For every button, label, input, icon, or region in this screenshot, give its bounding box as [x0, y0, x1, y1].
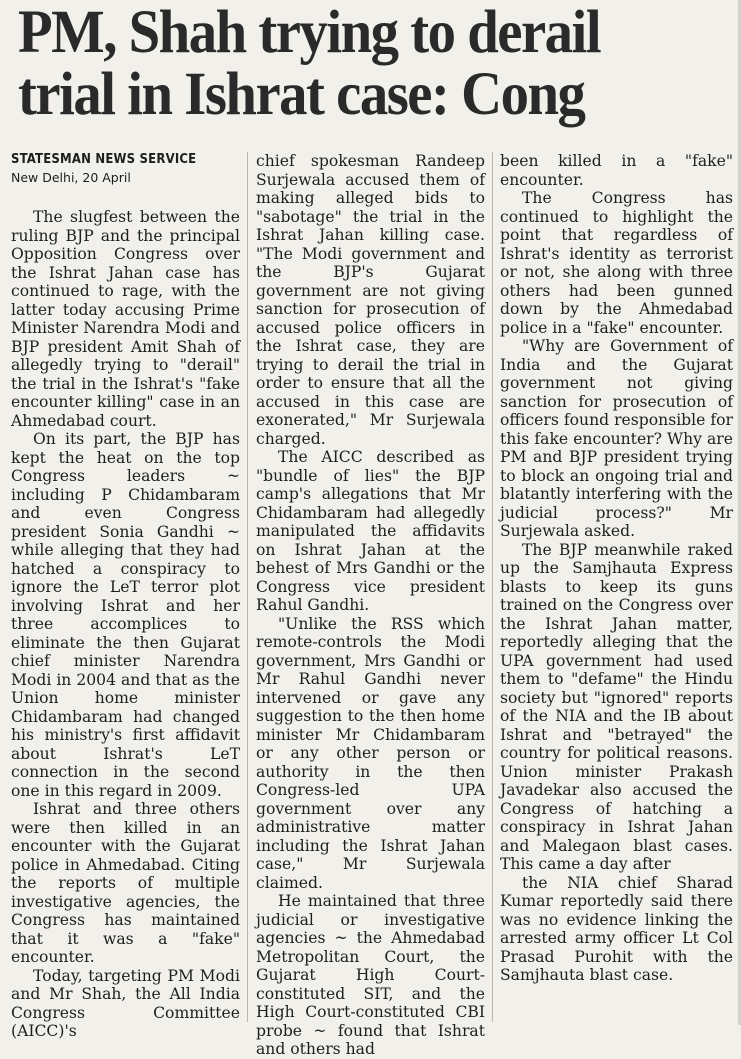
article-column-1	[11, 152, 240, 1041]
headline-line-1: PM, Shah trying to derail	[18, 0, 601, 66]
article-column-2	[256, 152, 485, 1059]
paragraph-continued: been killed in a "fake" encounter.	[500, 152, 733, 189]
paragraph-continued: chief spokesman Randeep Surjewala accused them of making alleged bids to "sabotage" the trial in the Ishrat Jahan killing case. "The Modi government and the BJP's Gujarat government are not giving sanction for prosecution of accused police officers in the Ishrat case, they are trying to derail the trial in order to ensure that all the accused in this case are exonerated," Mr Surjewala charged.	[256, 152, 485, 448]
headline-line-2: trial in Ishrat case: Cong	[18, 61, 585, 128]
column-divider	[492, 152, 493, 1022]
headline	[18, 2, 680, 126]
article-column-3	[500, 152, 733, 985]
paragraph: "Why are Government of India and the Gujarat government not giving sanction for prosecution of officers found responsible for this fake encounter? Why are PM and BJP president trying to block an ongoing trial and blatantly interfering with the judicial process?" Mr Surjewala asked.	[500, 337, 733, 540]
paragraph: The AICC described as "bundle of lies" the BJP camp's allegations that Mr Chidambaram had allegedly manipulated the affidavits on Ishrat Jahan at the behest of Mrs Gandhi or the Congress vice president Rahul Gandhi.	[256, 448, 485, 614]
column-divider	[247, 152, 248, 1022]
paragraph: He maintained that three judicial or investigative agencies ~ the Ahmedabad Metropolitan Court, the Gujarat High Court-constituted SIT, and the High Court-constituted CBI probe ~ found that Ishrat and others had	[256, 892, 485, 1058]
paragraph: The Congress has continued to highlight the point that regardless of Ishrat's identity as terrorist or not, she along with three others had been gunned down by the Ahmedabad police in a "fake" encounter.	[500, 189, 733, 337]
paragraph: Ishrat and three others were then killed in an encounter with the Gujarat police in Ahmedabad. Citing the reports of multiple investigative agencies, the Congress has maintained that it was a "fake" encounter.	[11, 800, 240, 966]
paragraph: "Unlike the RSS which remote-controls the Modi government, Mrs Gandhi or Mr Rahul Gandhi never intervened or gave any suggestion to the then home minister Mr Chidambaram or any other person or authority in the then Congress-led UPA government over any administrative matter including the Ishrat Jahan case," Mr Surjewala claimed.	[256, 614, 485, 892]
paragraph: The BJP meanwhile raked up the Samjhauta Express blasts to keep its guns trained on the Congress over the Ishrat Jahan matter, reportedly alleging that the UPA government had used them to "defame" the Hindu society but "ignored" reports of the NIA and the IB about Ishrat and "betrayed" the country for political reasons. Union minister Prakash Javadekar also accused the Congress of hatching a conspiracy in Ishrat Jahan and Malegaon blast cases. This came a day after	[500, 540, 733, 873]
paragraph: the NIA chief Sharad Kumar reportedly said there was no evidence linking the arrested army officer Lt Col Prasad Purohit with the Samjhauta blast case.	[500, 873, 733, 984]
dateline: New Delhi, 20 April	[11, 170, 131, 185]
paragraph: Today, targeting PM Modi and Mr Shah, the All India Congress Committee (AICC)'s	[11, 966, 240, 1040]
paragraph: On its part, the BJP has kept the heat on the top Congress leaders ~ including P Chidambaram and even Congress president Sonia Gandhi ~ while alleging that they had hatched a conspiracy to ignore the LeT terror plot involving Ishrat and her three accomplices to eliminate the then Gujarat chief minister Narendra Modi in 2004 and that as the Union home minister Chidambaram had changed his ministry's first affidavit about Ishrat's LeT connection in the second one in this regard in 2009.	[11, 430, 240, 800]
paragraph: The slugfest between the ruling BJP and the principal Opposition Congress over the Ishrat Jahan case has continued to rage, with the latter today accusing Prime Minister Narendra Modi and BJP president Amit Shah of allegedly trying to "derail" the trial in the Ishrat's "fake encounter killing" case in an Ahmedabad court.	[11, 208, 240, 430]
byline-agency: STATESMAN NEWS SERVICE	[11, 152, 197, 167]
